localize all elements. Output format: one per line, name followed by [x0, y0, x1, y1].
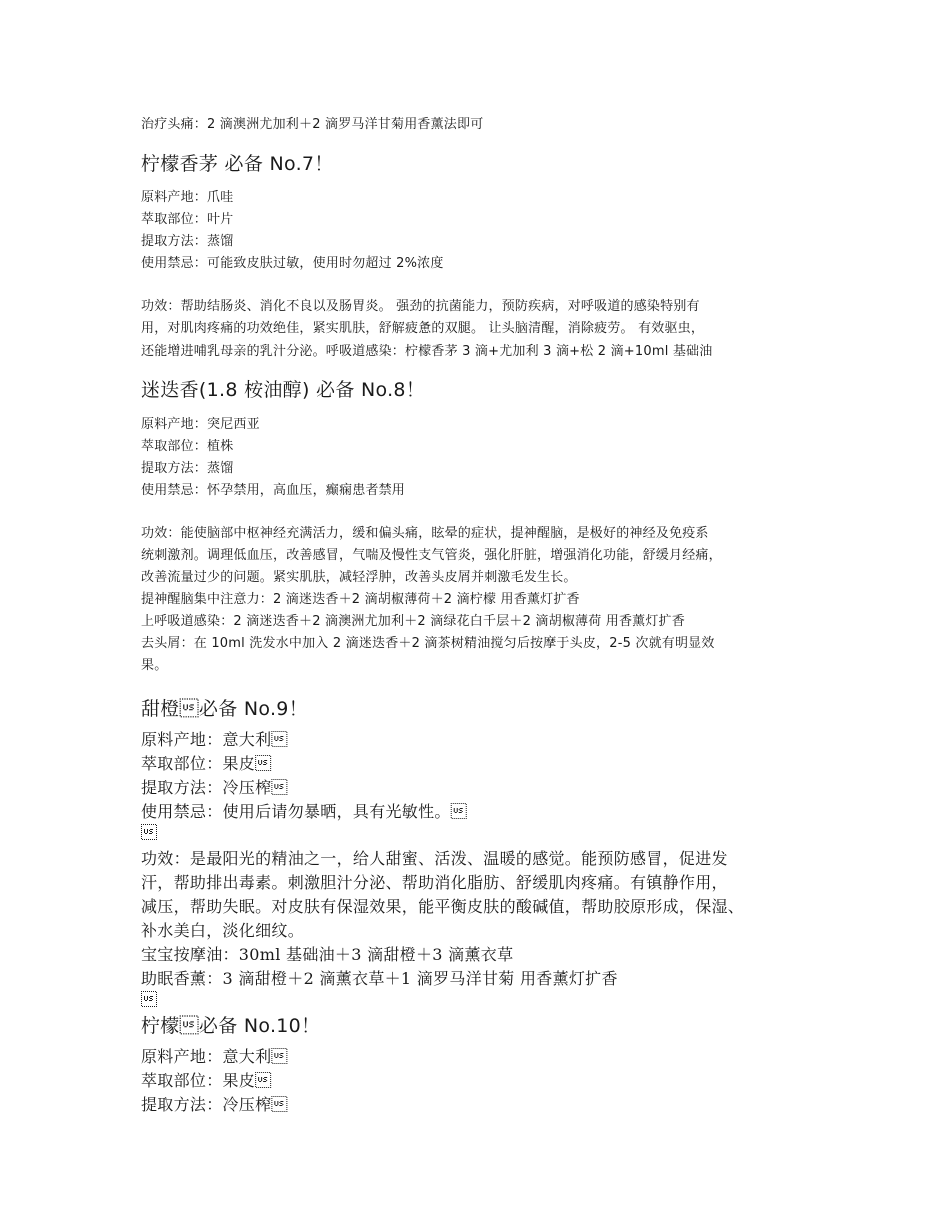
- effect-line: 还能增进哺乳母亲的乳汁分泌。呼吸道感染：柠檬香茅 3 滴+尤加利 3 滴+松 2 滴+10ml 基础油: [141, 344, 713, 359]
- method-line: 提取方法：蒸馏: [141, 234, 234, 249]
- section-title-rosemary: 迷迭香(1.8 桉油醇) 必备 No.8！: [141, 379, 426, 401]
- usage-line: 助眠香薰：3 滴甜橙＋2 滴薰衣草＋1 滴罗马洋甘菊 用香薰灯扩香: [141, 969, 618, 988]
- taboo-line: 使用禁忌：使用后请勿暴晒，具有光敏性。: [141, 802, 468, 821]
- section-title-lemon: 柠檬 必备 No.10！: [141, 1015, 321, 1037]
- effect-line: 统刺激剂。调理低血压，改善感冒，气喘及慢性支气管炎，强化肝脏，增强消化功能，舒缓月经痛，: [141, 548, 722, 563]
- taboo-line: 使用禁忌：可能致皮肤过敏，使用时勿超过 2%浓度: [141, 256, 444, 271]
- part-line: 萃取部位：果皮: [141, 1071, 272, 1090]
- effect-line: 汗，帮助排出毒素。刺激胆汁分泌、帮助消化脂肪、舒缓肌肉疼痛。有镇静作用，: [141, 873, 728, 892]
- usage-line: 提神醒脑集中注意力：2 滴迷迭香＋2 滴胡椒薄荷＋2 滴柠檬 用香薰灯扩香: [141, 592, 580, 607]
- usage-line: 宝宝按摩油：30ml 基础油＋3 滴甜橙＋3 滴薰衣草: [141, 945, 514, 964]
- effect-line: 减压，帮助失眠。对皮肤有保湿效果，能平衡皮肤的酸碱值，帮助胶原形成，保湿、: [141, 897, 745, 916]
- part-line: 萃取部位：果皮: [141, 754, 272, 773]
- usage-line: 上呼吸道感染：2 滴迷迭香＋2 滴澳洲尤加利＋2 滴绿花白千层＋2 滴胡椒薄荷 用香薰灯扩香: [141, 614, 685, 629]
- part-line: 萃取部位：叶片: [141, 212, 234, 227]
- method-line: 提取方法：冷压榨: [141, 778, 288, 797]
- effect-line: 功效：帮助结肠炎、消化不良以及肠胃炎。 强劲的抗菌能力，预防疾病，对呼吸道的感染特别有: [141, 299, 700, 314]
- part-line: 萃取部位：植株: [141, 439, 234, 454]
- effect-line: 改善流量过少的问题。紧实肌肤，减轻浮肿，改善头皮屑并刺激毛发生长。: [141, 570, 577, 585]
- section-title-lemongrass: 柠檬香茅 必备 No.7！: [141, 153, 334, 175]
- origin-line: 原料产地：意大利: [141, 1047, 288, 1066]
- effect-line: 功效：能使脑部中枢神经充满活力，缓和偏头痛，眩晕的症状，提神醒脑，是极好的神经及免疫系: [141, 526, 709, 541]
- blank-line: [141, 823, 158, 842]
- method-line: 提取方法：蒸馏: [141, 461, 234, 476]
- origin-line: 原料产地：意大利: [141, 730, 288, 749]
- effect-line: 补水美白，淡化细纹。: [141, 921, 305, 940]
- origin-line: 原料产地：突尼西亚: [141, 417, 260, 432]
- method-line: 提取方法：冷压榨: [141, 1095, 288, 1114]
- origin-line: 原料产地：爪哇: [141, 190, 234, 205]
- usage-line: 去头屑：在 10ml 洗发水中加入 2 滴迷迭香＋2 滴茶树精油搅匀后按摩于头皮，2-5 次就有明显效: [141, 636, 715, 651]
- blank-line: [141, 990, 158, 1009]
- section-title-sweet-orange: 甜橙 必备 No.9！: [141, 698, 308, 720]
- effect-line: 用，对肌肉疼痛的功效绝佳，紧实肌肤，舒解疲惫的双腿。 让头脑清醒，消除疲劳。 有效驱虫，: [141, 321, 705, 336]
- usage-line: 果。: [141, 658, 168, 673]
- taboo-line: 使用禁忌：怀孕禁用，高血压，癫痫患者禁用: [141, 483, 406, 498]
- headache-remedy-line: 治疗头痛：2 滴澳洲尤加利＋2 滴罗马洋甘菊用香薰法即可: [141, 117, 484, 132]
- effect-line: 功效：是最阳光的精油之一，给人甜蜜、活泼、温暖的感觉。能预防感冒，促进发: [141, 849, 728, 868]
